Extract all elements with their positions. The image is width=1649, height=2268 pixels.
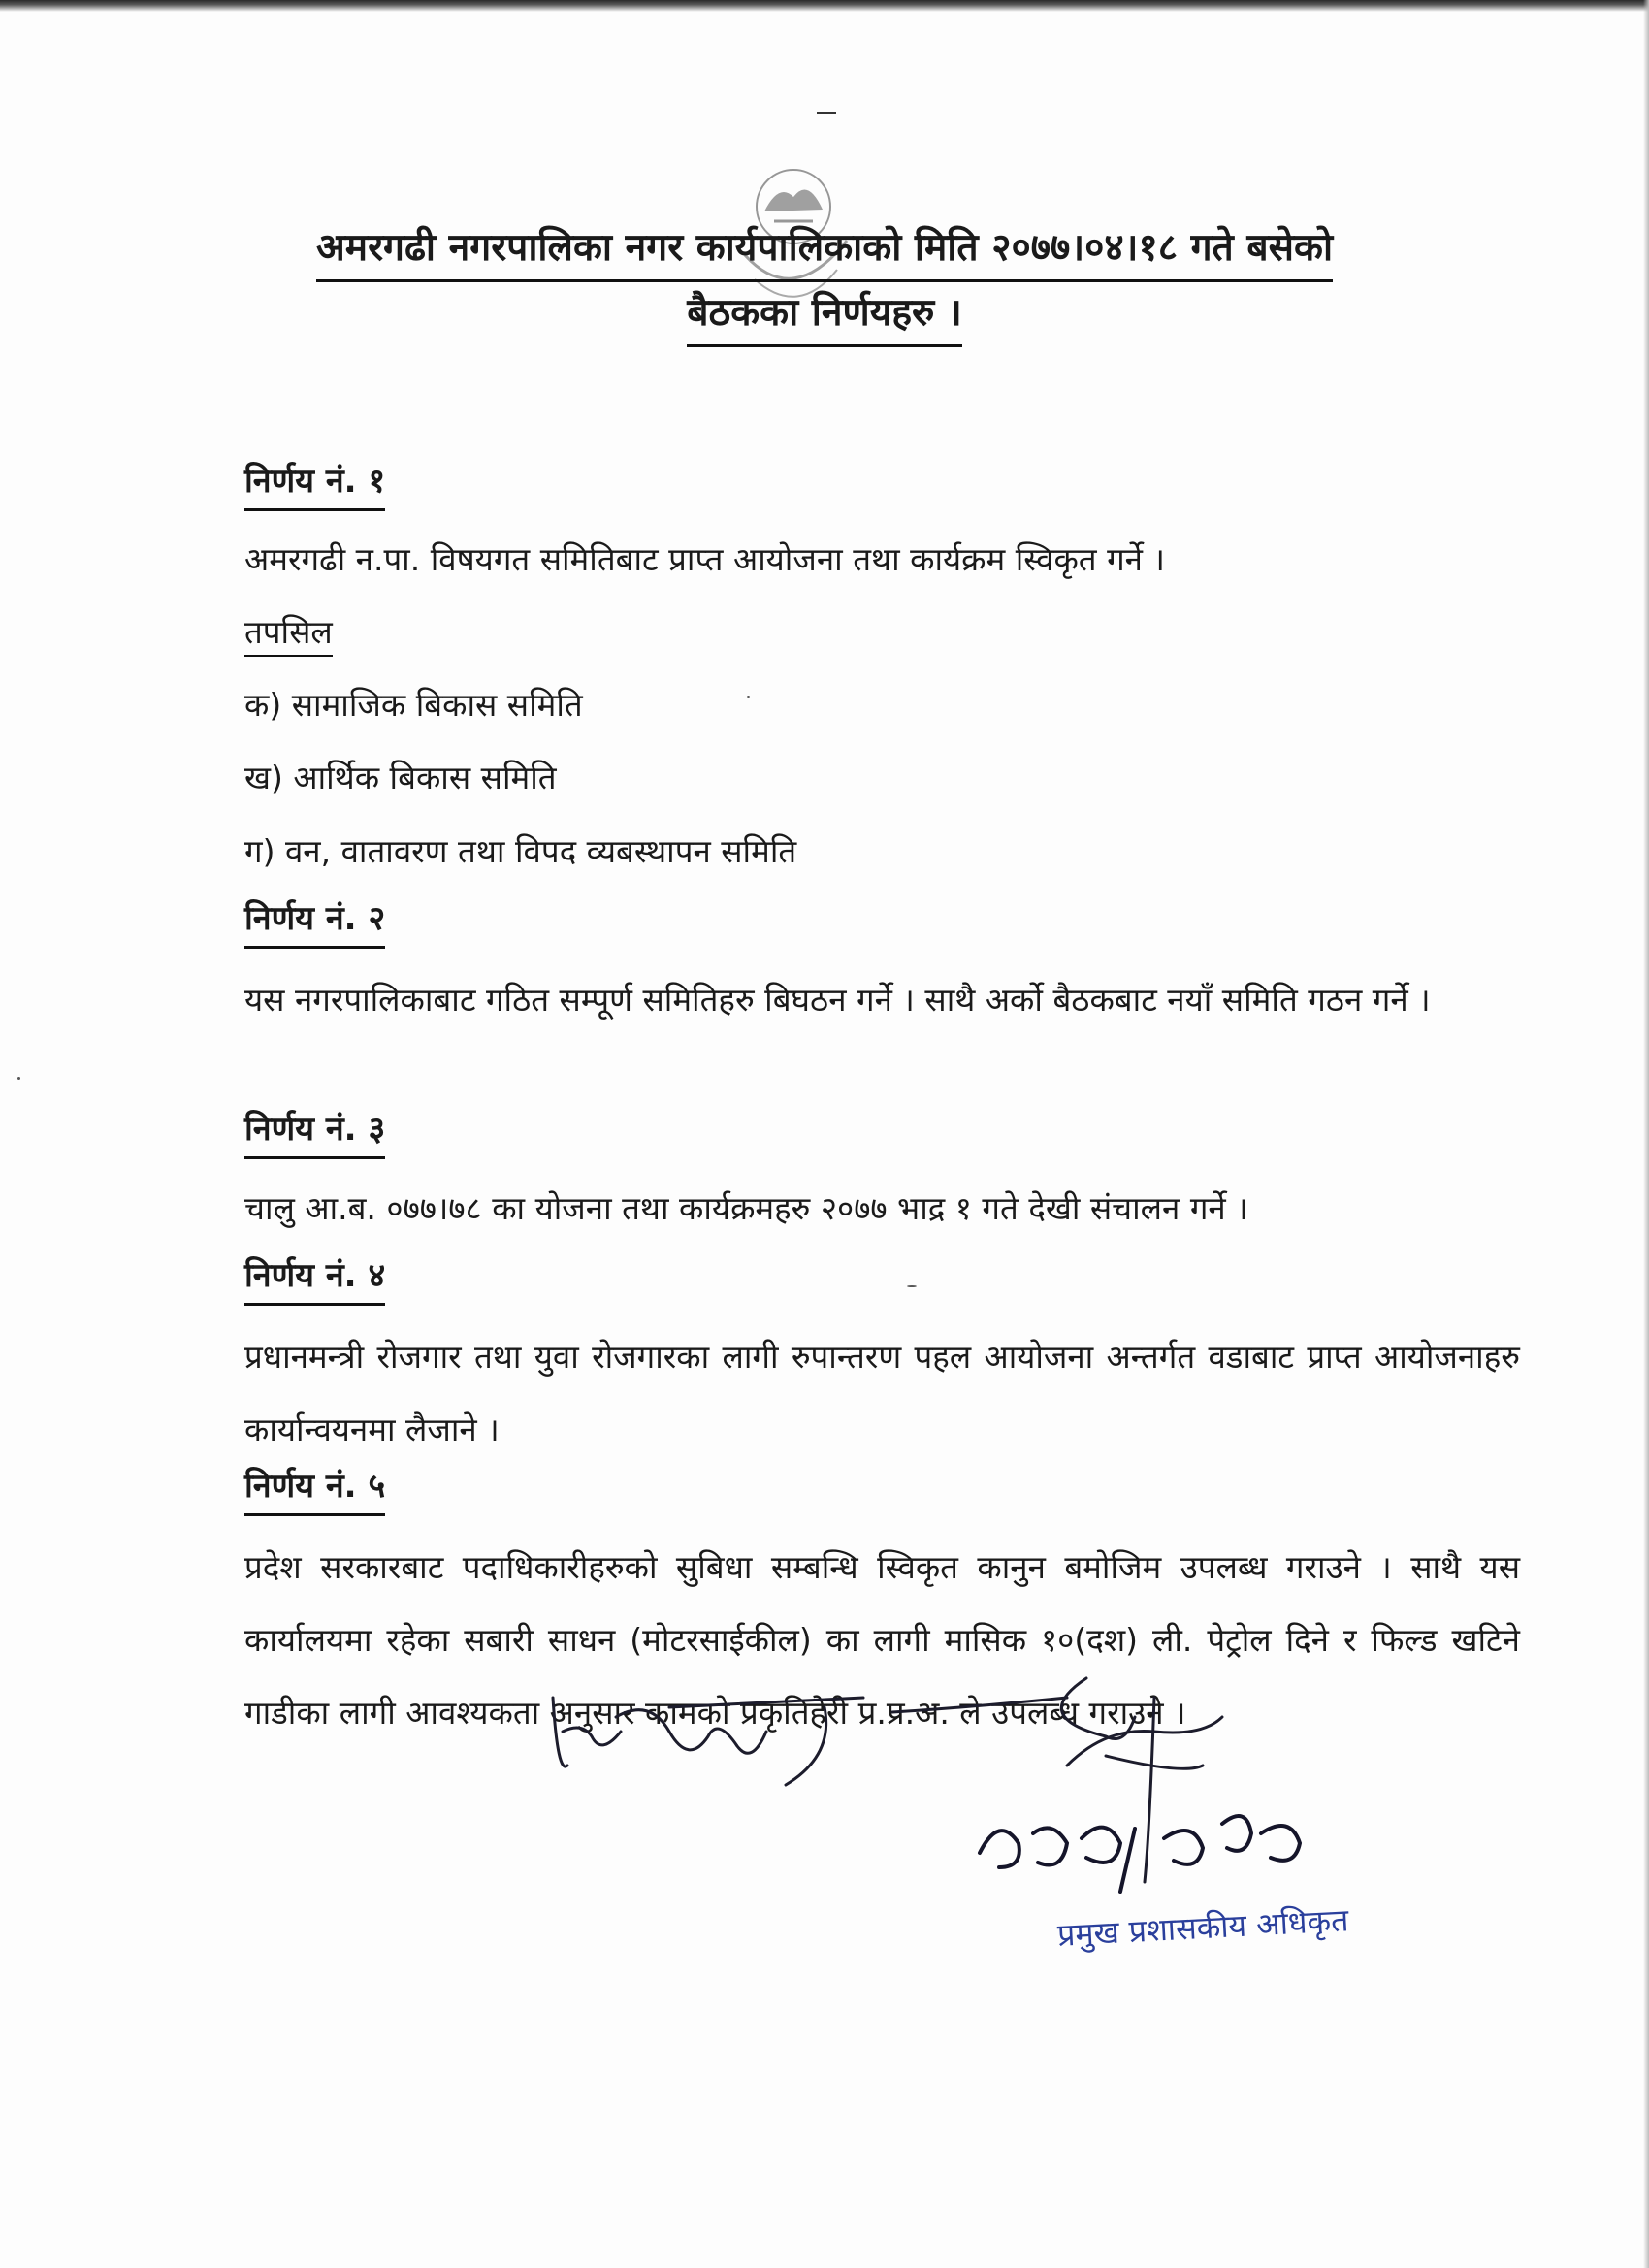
decision-2-text: यस नगरपालिकाबाट गठित सम्पूर्ण समितिहरु बिघठन गर्ने । साथै अर्को बैठकबाट नयाँ समिति गठन गर्ने । xyxy=(244,981,1431,1019)
document-title xyxy=(146,221,1504,347)
decision-1-item-a: क) सामाजिक बिकास समिति xyxy=(244,686,583,724)
title-line-2: बैठकका निर्णयहरु । xyxy=(687,286,961,347)
decision-4-text: प्रधानमन्त्री रोजगार तथा युवा रोजगारका लागी रुपान्तरण पहल आयोजना अन्तर्गत वडाबाट प्राप्त आयोजनाहरु कार्यान्वयनमा लैजाने । xyxy=(244,1338,1520,1448)
decision-3-heading: निर्णय नं. ३ xyxy=(244,1108,385,1159)
decision-1-item-b: ख) आर्थिक बिकास समिति xyxy=(244,759,557,796)
scan-speck xyxy=(907,1285,917,1287)
decision-5-text: प्रदेश सरकारबाट पदाधिकारीहरुको सुबिधा सम्बन्धि स्विकृत कानुन बमोजिम उपलब्ध गराउने । साथै यस कार्यालयमा रहेका सबारी साधन (मोटरसाईकील) का लागी मासिक १०(दश) ली. पेट्रोल दिने र फिल्ड खटिने गाडीका लागी आवश्यकता अनुसार कामको प्रकृतिहेरी प्र.प्र.अ. ले उपलब्ध गराउने । xyxy=(244,1548,1520,1732)
decision-4-heading: निर्णय नं. ४ xyxy=(244,1254,385,1306)
decision-5-heading: निर्णय नं. ५ xyxy=(244,1465,385,1516)
decision-2-heading: निर्णय नं. २ xyxy=(244,897,385,949)
decision-1-item-c: ग) वन, वातावरण तथा विपद व्यबस्थापन समिति xyxy=(244,832,797,870)
title-line-1: अमरगढी नगरपालिका नगर कार्यपालिकाको मिति २०७७।०४।१८ गते बसेको xyxy=(316,221,1333,282)
scan-speck xyxy=(747,696,750,698)
scan-mark xyxy=(817,112,836,114)
decision-1-list-label xyxy=(244,611,333,654)
decision-1-text: अमरगढी न.पा. विषयगत समितिबाट प्राप्त आयोजना तथा कार्यक्रम स्विकृत गर्ने । xyxy=(244,540,1165,578)
decision-3-text: चालु आ.ब. ०७७।७८ का योजना तथा कार्यक्रमहरु २०७७ भाद्र १ गते देखी संचालन गर्ने । xyxy=(244,1189,1248,1227)
officer-title-stamp: प्रमुख प्रशासकीय अधिकृत xyxy=(1056,1901,1350,1954)
decision-1-heading: निर्णय नं. १ xyxy=(244,460,385,511)
list-label: तपसिल xyxy=(244,613,333,657)
scan-edge-right xyxy=(1643,0,1649,2268)
scan-edge-top xyxy=(0,0,1649,12)
scan-speck xyxy=(17,1077,20,1080)
